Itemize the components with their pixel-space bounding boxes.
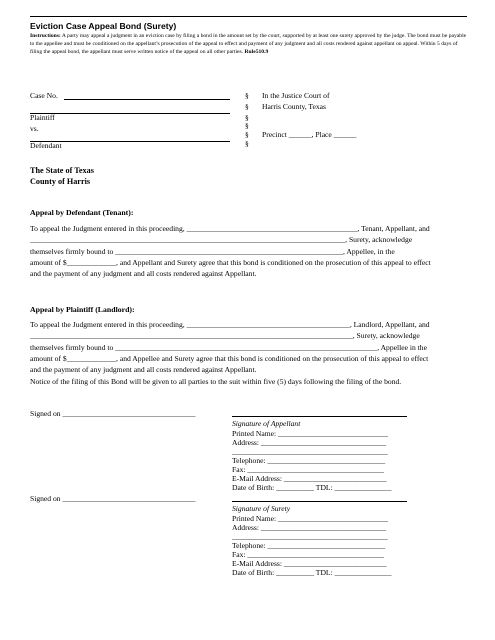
surety-fax-field[interactable]: Fax: ____________________________________ (232, 550, 385, 559)
case-no-field[interactable] (64, 99, 230, 100)
defendant-line-1[interactable]: To appeal the Judgment entered in this proceeding, _____________________________________________, Tenant, Appellant, and (30, 224, 430, 233)
plaintiff-appeal-paragraph (30, 319, 470, 375)
section-mark: § (245, 102, 249, 111)
instructions-label: Instructions: (30, 33, 61, 39)
defendant-line-5: and the payment of any judgment and all costs rendered against Appellant. (30, 269, 257, 279)
appellant-email-field[interactable]: E-Mail Address: ___________________________ (232, 474, 387, 483)
plaintiff-field[interactable] (30, 113, 230, 114)
appellant-signature-label: Signature of Appellant (232, 419, 301, 428)
section-mark: § (245, 130, 249, 139)
surety-signature-label: Signature of Surety (232, 504, 291, 513)
instructions-text: A party may appeal a judgment in an eviction case by filing a bond in the amount set by the court, supported by at least one surety approved by the judge. The bond must be payable to the appellee and must be conditioned on the appellant’s prosecution of the appeal to effect and payment of any judgment and all costs rendered against appellant on appeal. Within 5 days of filing the appeal bond, the appellant must serve written notice of the appeal on all other parties. (30, 33, 467, 56)
court-county: Harris County, Texas (262, 102, 327, 111)
rule-reference: Rule510.9 (244, 49, 269, 56)
plaintiff-line-1[interactable]: To appeal the Judgment entered in this proceeding, ___________________________________________, Landlord, Appellant, and (30, 320, 430, 329)
surety-signature-line[interactable] (232, 501, 407, 502)
county-heading: County of Harris (30, 177, 91, 186)
surety-dob-tdl-field[interactable]: Date of Birth: __________ TDL: _______________ (232, 568, 392, 577)
appellant-printed-name-field[interactable]: Printed Name: _____________________________ (232, 429, 389, 438)
defendant-line-4[interactable]: amount of $_____________, and Appellant and Surety agree that this bond is conditioned on the prosecution of this appeal to effect (30, 257, 431, 267)
appellant-fax-field[interactable]: Fax: ____________________________________ (232, 465, 385, 474)
defendant-line-3[interactable]: themselves firmly bound to ____________________________________________________________, Appellee, in the (30, 246, 395, 256)
court-name: In the Justice Court of (262, 91, 330, 100)
plaintiff-line-4[interactable]: amount of $_____________, and Appellee and Surety agree that this bond is conditioned on the prosecution of this appeal to effect (30, 353, 429, 363)
surety-address-line2-field[interactable]: _________________________________________ (232, 532, 388, 541)
plaintiff-label: Plaintiff (30, 113, 55, 122)
surety-email-field[interactable]: E-Mail Address: ___________________________ (232, 559, 387, 568)
case-no-label: Case No. (30, 91, 58, 100)
plaintiff-line-5: and the payment of any judgment and all costs rendered against Appellant. (30, 365, 257, 375)
section-mark: § (245, 91, 249, 100)
appellant-signed-on-field[interactable]: Signed on ___________________________________ (30, 409, 196, 418)
state-heading: The State of Texas (30, 166, 94, 175)
plaintiff-line-2[interactable]: _____________________________________________________________________________________, Surety, acknowledge (30, 331, 420, 341)
vs-label: vs. (30, 124, 39, 133)
defendant-appeal-heading: Appeal by Defendant (Tenant): (30, 208, 134, 217)
appellant-dob-tdl-field[interactable]: Date of Birth: __________ TDL: _______________ (232, 483, 392, 492)
section-mark: § (245, 113, 249, 122)
surety-telephone-field[interactable]: Telephone: _______________________________ (232, 541, 386, 550)
instructions (30, 32, 470, 57)
appellant-address-field[interactable]: Address: _________________________________ (232, 438, 387, 447)
defendant-label: Defendant (30, 141, 62, 150)
section-mark: § (245, 121, 249, 130)
section-mark: § (245, 139, 249, 148)
plaintiff-appeal-heading: Appeal by Plaintiff (Landlord): (30, 305, 135, 314)
precinct-place-field[interactable]: Precinct ______, Place ______ (262, 130, 357, 139)
defendant-appeal-paragraph (30, 223, 470, 279)
appellant-signature-line[interactable] (232, 416, 407, 417)
title-rule (30, 16, 467, 17)
appellant-address-line2-field[interactable]: _________________________________________ (232, 447, 388, 456)
surety-address-field[interactable]: Address: _________________________________ (232, 523, 387, 532)
plaintiff-line-3[interactable]: themselves firmly bound to _____________________________________________________________________, Appellee in the (30, 342, 427, 352)
form-title: Eviction Case Appeal Bond (Surety) (30, 21, 177, 31)
surety-signed-on-field[interactable]: Signed on ___________________________________ (30, 494, 196, 503)
defendant-line-2[interactable]: ___________________________________________________________________________________, Surety, acknowledge (30, 235, 413, 245)
appellant-telephone-field[interactable]: Telephone: _______________________________ (232, 456, 386, 465)
surety-printed-name-field[interactable]: Printed Name: _____________________________ (232, 514, 389, 523)
notice-text: Notice of the filing of this Bond will be given to all parties to the suit within five (5) days following the filing of the bond. (30, 377, 402, 386)
